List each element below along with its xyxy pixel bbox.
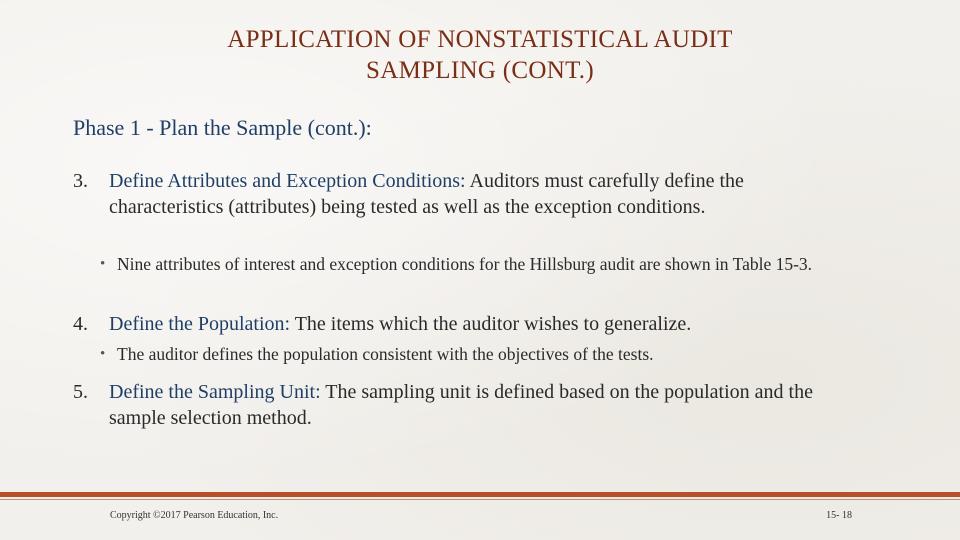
item-number: 3. xyxy=(73,170,88,192)
phase-heading: Phase 1 - Plan the Sample (cont.): xyxy=(73,115,372,140)
bullet-icon: • xyxy=(100,256,106,272)
item-text: The items which the auditor wishes to generalize. xyxy=(290,313,692,335)
item-number: 5. xyxy=(73,381,88,403)
item-heading: Define the Population: xyxy=(109,313,291,335)
item-text: Auditors must carefully define the characteristics (attributes) being tested as well as the exception conditions. xyxy=(109,170,744,218)
title-line-1: APPLICATION OF NONSTATISTICAL AUDIT xyxy=(227,26,733,53)
item-text: The sampling unit is defined based on the population and the sample selection method. xyxy=(109,381,813,429)
slide-title xyxy=(120,24,840,86)
footer-rule xyxy=(0,492,960,497)
item-number: 4. xyxy=(73,313,88,335)
list-item-3 xyxy=(73,169,833,220)
footer-rule-thin xyxy=(0,499,960,500)
sub-bullet-3 xyxy=(100,253,870,276)
sub-bullet-text: The auditor defines the population consistent with the objectives of the tests. xyxy=(117,344,654,364)
item-heading: Define the Sampling Unit: xyxy=(109,381,321,403)
page-number: 15- 18 xyxy=(826,510,852,521)
sub-bullet-text: Nine attributes of interest and exception conditions for the Hillsburg audit are shown in Table 15-3. xyxy=(117,254,813,274)
item-body xyxy=(109,169,833,220)
item-body xyxy=(109,380,833,431)
copyright-text: Copyright ©2017 Pearson Education, Inc. xyxy=(110,510,279,521)
title-line-2: SAMPLING (CONT.) xyxy=(366,57,594,84)
item-body xyxy=(109,312,873,338)
bullet-icon: • xyxy=(100,346,106,362)
sub-bullet-4 xyxy=(100,343,870,366)
list-item-5 xyxy=(73,380,833,431)
item-heading: Define Attributes and Exception Conditions: xyxy=(109,170,466,192)
list-item-4 xyxy=(73,312,873,338)
